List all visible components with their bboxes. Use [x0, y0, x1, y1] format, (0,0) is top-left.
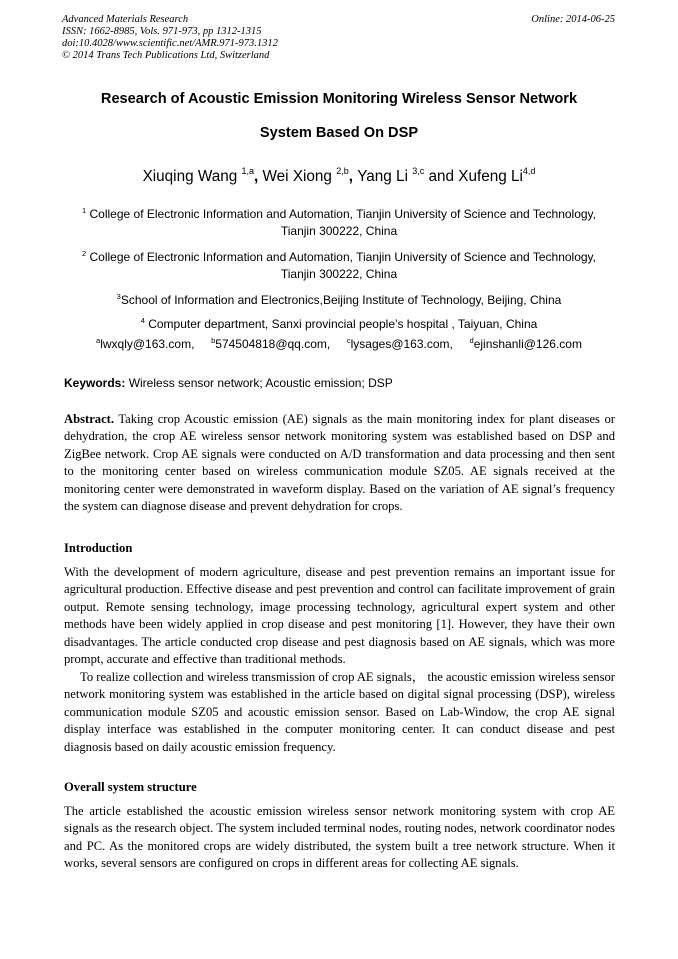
paper-title-line-1: Research of Acoustic Emission Monitoring Wireless Sensor Network [100, 91, 578, 107]
journal-name: Advanced Materials Research [62, 14, 189, 25]
author-and: and [424, 168, 459, 185]
keywords-text: Wireless sensor network; Acoustic emission; DSP [125, 376, 393, 390]
author-name: Wei Xiong [262, 168, 337, 185]
affiliation-3 [52, 288, 626, 309]
author-affiliation-mark: 3,c [412, 166, 425, 176]
introduction-paragraph-2: To realize collection and wireless transmission of crop AE signals， the acoustic emission wireless sensor network monitoring system was established in the article based on digital signal processing (DSP), wireless communication module SZ05 and acoustic emission sensor. Based on Lab-Window, the crop AE signal display interface was established in the computer monitoring center. It can conduct disease and pest diagnosis based on daily acoustic emission frequency. [64, 670, 615, 754]
affiliation-line: College of Electronic Information and Automation, Tianjin University of Science and Technology, [86, 207, 596, 221]
issn-line: ISSN: 1662-8985, Vols. 971-973, pp 1312-1315 [62, 26, 262, 37]
affiliation-mark: 2 [81, 249, 87, 258]
paper-title-line-2: System Based On DSP [259, 125, 419, 141]
introduction-paragraph-1: With the development of modern agriculture, disease and pest prevention remains an important issue for agricultural production. Effective disease and pest prevention and control can facilitate improvement of grain output. Remote sensing technology, image processing technology, agricultural expert system and other methods have been widely applied in crop disease and pest monitoring [1]. However, they have their own disadvantages. The article conducted crop disease and pest diagnosis based on AE signals, which was more prompt, accurate and effective than traditional methods. [64, 565, 615, 667]
section-heading-introduction: Introduction [64, 541, 133, 555]
email-mark: c [346, 336, 351, 345]
online-date: Online: 2014-06-25 [531, 14, 615, 25]
author-separator: , [254, 168, 263, 185]
section-heading-overall-structure: Overall system structure [64, 780, 197, 794]
abstract [64, 411, 615, 515]
affiliation-line: School of Information and Electronics,Beijing Institute of Technology, Beijing, China [120, 293, 562, 307]
author-affiliation-mark: 1,a [241, 166, 254, 176]
author-list [40, 166, 638, 186]
email-mark: b [211, 336, 216, 345]
affiliation-line: Tianjin 300222, China [280, 224, 398, 238]
affiliation-mark: 4 [140, 316, 145, 325]
keywords [64, 376, 393, 390]
author-emails [40, 336, 638, 351]
author-separator: , [348, 168, 358, 185]
affiliation-line: Computer department, Sanxi provincial people’s hospital , Taiyuan, China [144, 317, 538, 331]
affiliation-line: Tianjin 300222, China [280, 267, 398, 281]
affiliation-1 [52, 202, 626, 240]
email-address: lwxqly@163.com, [100, 337, 195, 351]
email-address: lysages@163.com, [350, 337, 453, 351]
affiliation-mark: 3 [116, 292, 121, 301]
email-address: ejinshanli@126.com [473, 337, 582, 351]
email-address: 574504818@qq.com, [215, 337, 331, 351]
keywords-label: Keywords: [64, 376, 126, 390]
copyright-line: © 2014 Trans Tech Publications Ltd, Switzerland [62, 50, 270, 61]
affiliation-line: College of Electronic Information and Automation, Tianjin University of Science and Technology, [86, 250, 596, 264]
affiliation-mark: 1 [81, 206, 87, 215]
affiliation-2 [52, 245, 626, 283]
abstract-label: Abstract. [64, 412, 115, 426]
author-name: Yang Li [357, 168, 413, 185]
author-affiliation-mark: 2,b [336, 166, 349, 176]
overall-structure-paragraph: The article established the acoustic emission wireless sensor network monitoring system with crop AE signals as the research object. The system included terminal nodes, routing nodes, network coordinator nodes and PC. As the monitored crops are widely distributed, the system built a tree network structure. When it works, several sensors are configured on crops in different areas for collecting AE signals. [64, 804, 615, 871]
author-name: Xiuqing Wang [142, 168, 242, 185]
abstract-text: Taking crop Acoustic emission (AE) signals as the main monitoring index for plant diseases or dehydration, the crop AE wireless sensor network monitoring system was established based on DSP and ZigBee network. Crop AE signals were conducted on A/D transformation and data processing and then sent to the monitoring center based on wireless communication module SZ05. AE signals received at the monitoring center were demonstrated in waveform display. Based on the variation of AE signal’s frequency the system can diagnose disease and prevent dehydration for crops. [64, 412, 615, 514]
journal-header [62, 14, 278, 62]
doi-line: doi:10.4028/www.scientific.net/AMR.971-973.1312 [62, 38, 278, 49]
affiliation-4 [52, 312, 626, 333]
author-affiliation-mark: 4,d [522, 166, 536, 176]
email-mark: a [96, 336, 101, 345]
email-mark: d [469, 336, 474, 345]
author-name: Xufeng Li [458, 168, 523, 185]
